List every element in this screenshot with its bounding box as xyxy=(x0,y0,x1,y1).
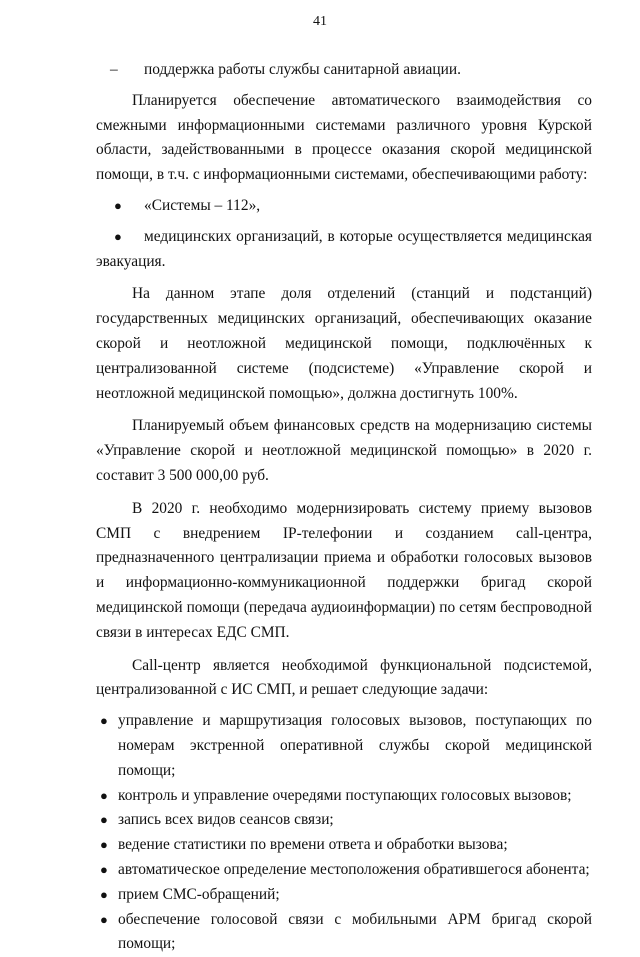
bullet-marker: ● xyxy=(100,709,108,734)
paragraph-share: На данном этапе доля отделений (станций и подстанций) государственных медицинских организаций, обеспечивающих оказание скорой и неотложной медицинской помощи, подключённых к централизованной системе (подсистеме) «Управление скорой и неотложной медицинской помощью», должна достигнуть 100%. xyxy=(96,282,592,406)
bullet-marker: ● xyxy=(100,808,108,833)
paragraph-callcenter: Call-центр является необходимой функциональной подсистемой, централизованной с ИС СМП, и решает следующие задачи: xyxy=(96,654,592,704)
dash-list-item: – поддержка работы службы санитарной авиации. xyxy=(96,58,592,83)
dash-marker: – xyxy=(110,58,118,83)
systems-list-item: ● медицинских организаций, в которые осуществляется медицинская эвакуация. xyxy=(96,225,592,275)
task-list-item: ● ведение статистики по времени ответа и обработки вызова; xyxy=(96,833,592,858)
task-list xyxy=(96,709,592,957)
task-list-item: ● обеспечение голосовой связи с мобильными АРМ бригад скорой помощи; xyxy=(96,908,592,957)
systems-list-item: ● «Системы – 112», xyxy=(96,194,592,219)
page-number: 41 xyxy=(0,14,640,30)
task-list-item: ● контроль и управление очередями поступающих голосовых вызовов; xyxy=(96,784,592,809)
task-list-item: ● управление и маршрутизация голосовых вызовов, поступающих по номерам экстренной оперативной службы скорой медицинской помощи; xyxy=(96,709,592,783)
bullet-marker: ● xyxy=(114,225,122,250)
bullet-marker: ● xyxy=(100,908,108,933)
task-list-item: ● запись всех видов сеансов связи; xyxy=(96,808,592,833)
paragraph-2020: В 2020 г. необходимо модернизировать систему приему вызовов СМП с внедрением IP-телефонии и созданием call-центра, предназначенного централизации приема и обработки голосовых вызовов и информационно-коммуникационной поддержки бригад скорой медицинской помощи (передача аудиоинформации) по сетям беспроводной связи в интересах ЕДС СМП. xyxy=(96,497,592,646)
bullet-marker: ● xyxy=(100,858,108,883)
document-body xyxy=(96,58,592,957)
bullet-marker: ● xyxy=(114,194,122,219)
bullet-marker: ● xyxy=(100,883,108,908)
task-list-item: ● прием СМС-обращений; xyxy=(96,883,592,908)
bullet-marker: ● xyxy=(100,784,108,809)
paragraph-interaction: Планируется обеспечение автоматического взаимодействия со смежными информационными системами различного уровня Курской области, задействованными в процессе оказания скорой медицинской помощи, в т.ч. с информационными системами, обеспечивающими работу: xyxy=(96,89,592,188)
task-list-item: ● автоматическое определение местоположения обратившегося абонента; xyxy=(96,858,592,883)
bullet-marker: ● xyxy=(100,833,108,858)
paragraph-funding: Планируемый объем финансовых средств на модернизацию системы «Управление скорой и неотложной медицинской помощью» в 2020 г. составит 3 500 000,00 руб. xyxy=(96,414,592,488)
